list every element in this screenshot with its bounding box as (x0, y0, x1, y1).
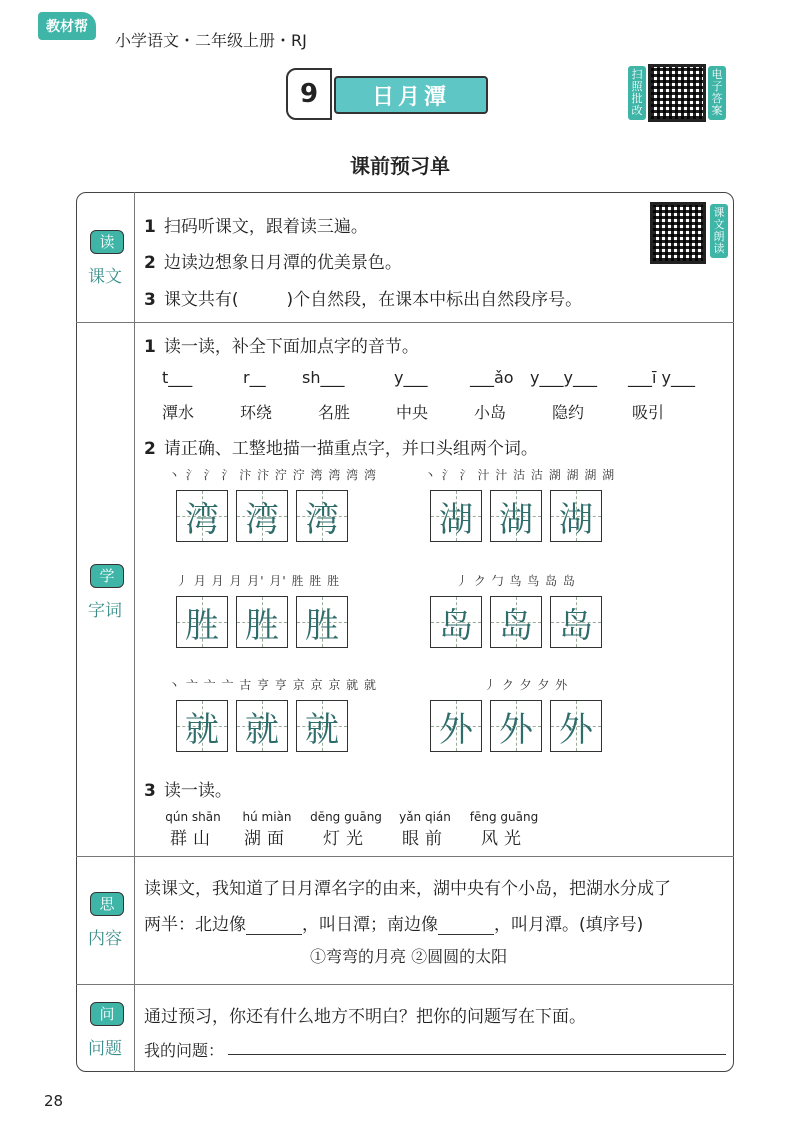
column-divider (134, 192, 135, 1072)
char-grid-wan (176, 490, 348, 542)
writing-cell[interactable]: 就 (296, 700, 348, 752)
char-grid-sheng (176, 596, 348, 648)
preview-table (76, 192, 734, 1072)
writing-cell[interactable]: 湾 (236, 490, 288, 542)
north-blank[interactable] (246, 934, 302, 935)
writing-cell[interactable]: 湖 (550, 490, 602, 542)
writing-cell[interactable]: 就 (176, 700, 228, 752)
lesson-number: 9 (286, 68, 332, 120)
word-4: 中央 (396, 403, 429, 422)
word-6: 隐约 (552, 403, 585, 422)
pinyin-blank-4[interactable]: y___ (394, 368, 428, 387)
think-line-2: 两半：北边像 ，叫日潭；南边像 ，叫月潭。(填序号) (144, 915, 644, 935)
think-line-1: 读课文，我知道了日月潭名字的由来，湖中央有个小岛，把湖水分成了 (144, 879, 671, 899)
writing-cell[interactable]: 湾 (296, 490, 348, 542)
page-number: 28 (44, 1092, 64, 1110)
question-answer-line[interactable] (228, 1054, 726, 1055)
ask-line-1: 通过预习，你还有什么地方不明白？把你的问题写在下面。 (144, 1007, 586, 1027)
learn-label: 字词 (88, 601, 122, 621)
read-item-1: 1 扫码听课文，跟着读三遍。 (144, 217, 368, 237)
writing-cell[interactable]: 湾 (176, 490, 228, 542)
read-word-1: qún shān 群山 (165, 810, 221, 849)
pinyin-blank-2[interactable]: r__ (243, 368, 266, 387)
writing-cell[interactable]: 岛 (430, 596, 482, 648)
writing-cell[interactable]: 胜 (176, 596, 228, 648)
stroke-order-sheng: 丿 月 月 月 月' 月' 胜 胜 胜 (176, 574, 341, 588)
row-divider (76, 322, 734, 323)
ask-line-2: 我的问题： (144, 1041, 225, 1060)
read-item-2: 2 边读边想象日月潭的优美景色。 (144, 253, 402, 273)
word-2: 环绕 (240, 403, 273, 422)
think-label: 内容 (88, 929, 122, 949)
pinyin-blank-3[interactable]: sh___ (302, 368, 345, 387)
char-grid-jiu (176, 700, 348, 752)
lesson-header (286, 68, 496, 118)
reading-qr-code[interactable] (650, 202, 706, 264)
char-grid-hu (430, 490, 602, 542)
stroke-order-dao: 丿 ク 勹 鸟 鸟 岛 岛 (456, 574, 576, 588)
word-1: 潭水 (162, 403, 195, 422)
writing-cell[interactable]: 外 (490, 700, 542, 752)
writing-cell[interactable]: 胜 (296, 596, 348, 648)
stroke-order-wan: 丶 氵 氵 氵 汴 汴 泞 泞 湾 湾 湾 湾 (168, 468, 377, 482)
read-label: 课文 (88, 267, 122, 287)
learn-tag: 学 (90, 564, 124, 588)
lesson-title: 日月潭 (334, 76, 488, 114)
series-title: 小学语文・二年级上册・RJ (115, 31, 307, 50)
read-word-4: yǎn qián 眼前 (399, 810, 451, 849)
word-5: 小岛 (474, 403, 507, 422)
form-title: 课前预习单 (350, 154, 450, 178)
writing-cell[interactable]: 外 (550, 700, 602, 752)
writing-cell[interactable]: 岛 (490, 596, 542, 648)
read-word-5: fēng guāng 风光 (469, 810, 539, 849)
brand-badge: 教材帮 (38, 12, 96, 40)
south-blank[interactable] (438, 934, 494, 935)
writing-cell[interactable]: 就 (236, 700, 288, 752)
writing-cell[interactable]: 湖 (430, 490, 482, 542)
read-tag: 读 (90, 230, 124, 254)
stroke-order-wai: 丿 ク 夕 夕 外 (484, 678, 569, 692)
pinyin-blank-5[interactable]: ___ǎo (470, 368, 514, 387)
row-divider (76, 856, 734, 857)
ask-label: 问题 (88, 1039, 122, 1059)
char-grid-wai (430, 700, 602, 752)
writing-cell[interactable]: 胜 (236, 596, 288, 648)
writing-cell[interactable]: 岛 (550, 596, 602, 648)
think-options: ①弯弯的月亮 ②圆圆的太阳 (310, 947, 508, 966)
stroke-order-hu: 丶 氵 氵 汁 汁 沽 沽 湖 湖 湖 湖 (424, 468, 616, 482)
read-word-3: dēng guāng 灯光 (310, 810, 382, 849)
read-word-2: hú miàn 湖面 (242, 810, 292, 849)
pinyin-blank-7[interactable]: ___ī y___ (628, 368, 695, 387)
learn-q1: 1 读一读，补全下面加点字的音节。 (144, 337, 419, 357)
ask-tag: 问 (90, 1002, 124, 1026)
word-3: 名胜 (318, 403, 351, 422)
row-divider (76, 984, 734, 985)
reading-qr-tag: 课文朗读 (710, 204, 728, 258)
word-7: 吸引 (632, 403, 665, 422)
answer-qr-code[interactable] (648, 64, 706, 122)
stroke-order-jiu: 丶 亠 亠 亠 古 亨 亨 京 京 京 就 就 (168, 678, 377, 692)
writing-cell[interactable]: 外 (430, 700, 482, 752)
writing-cell[interactable]: 湖 (490, 490, 542, 542)
pinyin-blank-1[interactable]: t___ (162, 368, 193, 387)
qr-left-tag: 扫照批改 (628, 66, 646, 120)
pinyin-blank-6[interactable]: y___y___ (530, 368, 597, 387)
think-tag: 思 (90, 892, 124, 916)
qr-right-tag: 电子答案 (708, 66, 726, 120)
learn-q3: 3 读一读。 (144, 781, 232, 801)
learn-q2: 2 请正确、工整地描一描重点字，并口头组两个词。 (144, 439, 538, 459)
char-grid-dao (430, 596, 602, 648)
read-item-3: 3 课文共有( )个自然段，在课本中标出自然段序号。 (144, 290, 583, 310)
